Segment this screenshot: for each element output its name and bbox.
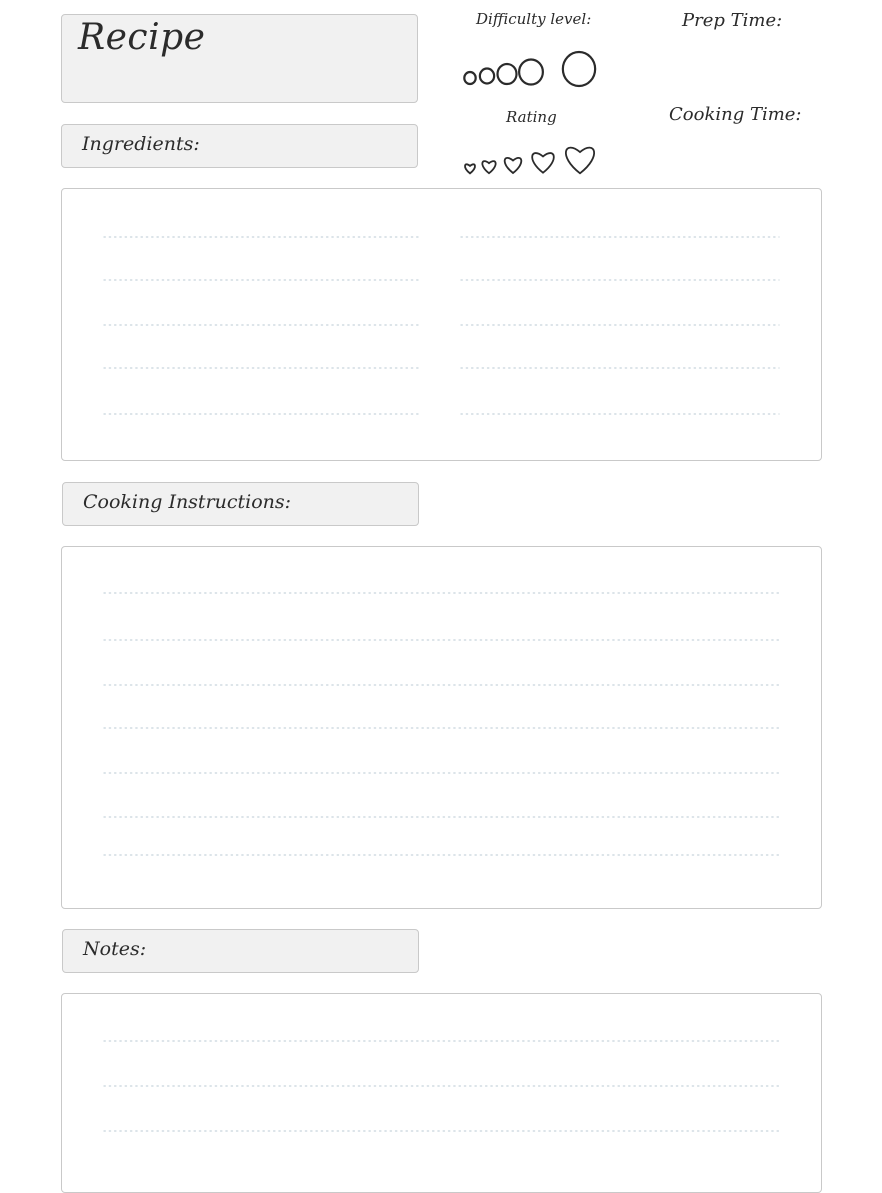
difficulty-label: Difficulty level: xyxy=(476,10,592,28)
ingredients-label: Ingredients: xyxy=(82,133,200,155)
cooking-time-label: Cooking Time: xyxy=(669,104,802,125)
rating-label: Rating xyxy=(506,108,557,126)
instructions-label: Cooking Instructions: xyxy=(83,491,292,513)
recipe-title: Recipe xyxy=(78,17,206,58)
notes-label: Notes: xyxy=(83,938,147,960)
prep-time-label: Prep Time: xyxy=(682,10,783,31)
